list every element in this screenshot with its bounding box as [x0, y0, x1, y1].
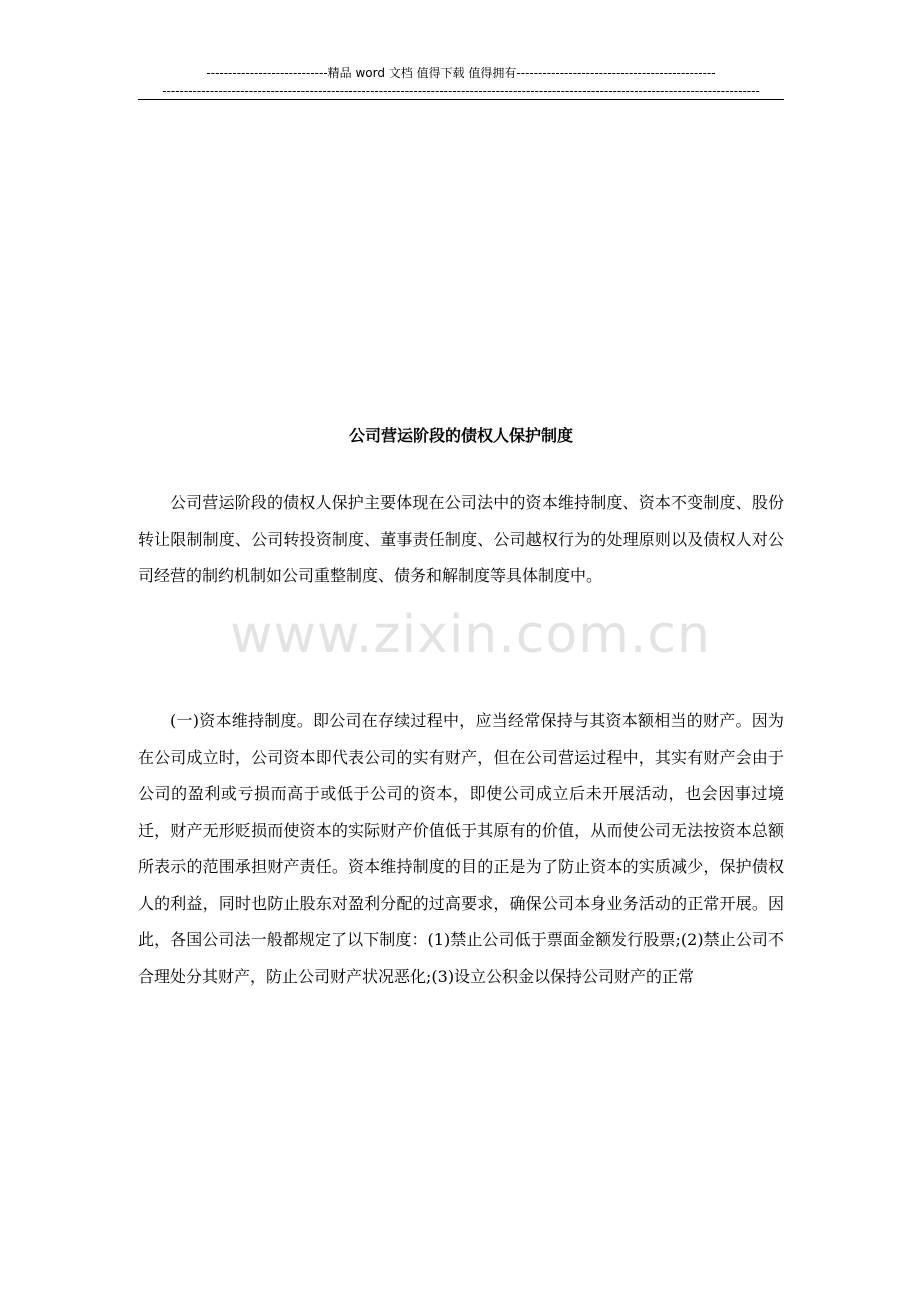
header-rule [138, 99, 784, 100]
header-banner-text: ----------------------------精品 word 文档 值得下载 值得拥有---------------------------------------------- [206, 66, 716, 80]
paragraph-intro: 公司营运阶段的债权人保护主要体现在公司法中的资本维持制度、资本不变制度、股份转让限制制度、公司转投资制度、董事责任制度、公司越权行为的处理原则以及债权人对公司经营的制约机制如公司重整制度、债务和解制度等具体制度中。 [138, 493, 784, 585]
page-header [138, 64, 784, 100]
header-dash-line: ------------------------------------------------------------------------------------------------------------------------------------------ [162, 84, 760, 98]
document-title: 公司营运阶段的债权人保护制度 [348, 426, 573, 445]
paragraph-capital-maintenance: (一)资本维持制度。即公司在存续过程中，应当经常保持与其资本额相当的财产。因为在公司成立时，公司资本即代表公司的实有财产，但在公司营运过程中，其实有财产会由于公司的盈利或亏损而高于或低于公司的资本，即使公司成立后未开展活动，也会因事过境迁，财产无形贬损而使资本的实际财产价值低于其原有的价值，从而使公司无法按资本总额所表示的范围承担财产责任。资本维持制度的目的正是为了防止资本的实质减少，保护债权人的利益，同时也防止股东对盈利分配的过高要求，确保公司本身业务活动的正常开展。因此，各国公司法一般都规定了以下制度：(1)禁止公司低于票面金额发行股票;(2)禁止公司不合理处分其财产，防止公司财产状况恶化;(3)设立公积金以保持公司财产的正常 [138, 711, 784, 986]
watermark-text: www.zixin.com.cn [230, 605, 711, 665]
